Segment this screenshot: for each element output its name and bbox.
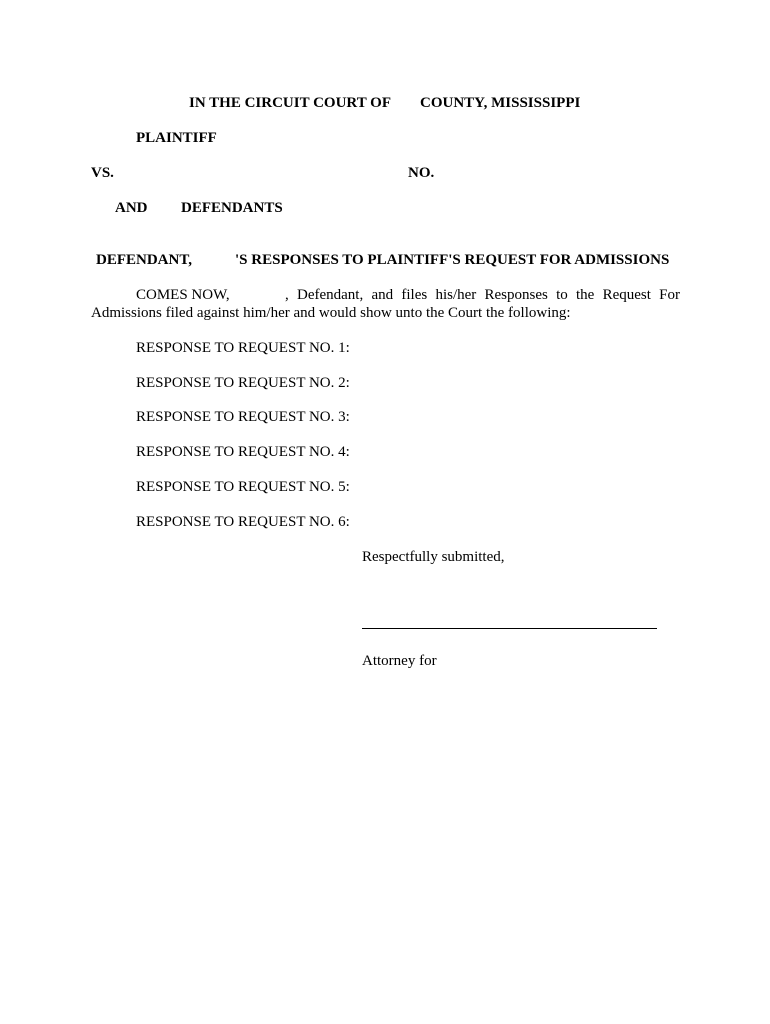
response-2: RESPONSE TO REQUEST NO. 2: xyxy=(136,375,350,391)
court-heading-prefix: IN THE CIRCUIT COURT OF xyxy=(189,95,392,111)
response-5: RESPONSE TO REQUEST NO. 5: xyxy=(136,479,350,495)
comes-now-continuation: , Defendant, and files his/her Responses to the Request For xyxy=(285,287,680,303)
closing-text: Respectfully submitted, xyxy=(362,549,505,565)
attorney-for-label: Attorney for xyxy=(362,653,437,669)
document-title-suffix: 'S RESPONSES TO PLAINTIFF'S REQUEST FOR ADMISSIONS xyxy=(235,252,670,268)
defendants-label: DEFENDANTS xyxy=(181,200,283,216)
response-3: RESPONSE TO REQUEST NO. 3: xyxy=(136,409,350,425)
body-paragraph-line2: Admissions filed against him/her and would show unto the Court the following: xyxy=(91,305,571,321)
court-heading-suffix: COUNTY, MISSISSIPPI xyxy=(420,95,581,111)
signature-line xyxy=(362,628,657,629)
case-number-label: NO. xyxy=(408,165,435,181)
and-label: AND xyxy=(115,200,148,216)
plaintiff-label: PLAINTIFF xyxy=(136,130,217,146)
response-1: RESPONSE TO REQUEST NO. 1: xyxy=(136,340,350,356)
response-4: RESPONSE TO REQUEST NO. 4: xyxy=(136,444,350,460)
response-6: RESPONSE TO REQUEST NO. 6: xyxy=(136,514,350,530)
document-title-prefix: DEFENDANT, xyxy=(96,252,192,268)
comes-now-text: COMES NOW, xyxy=(136,287,230,303)
vs-label: VS. xyxy=(91,165,114,181)
